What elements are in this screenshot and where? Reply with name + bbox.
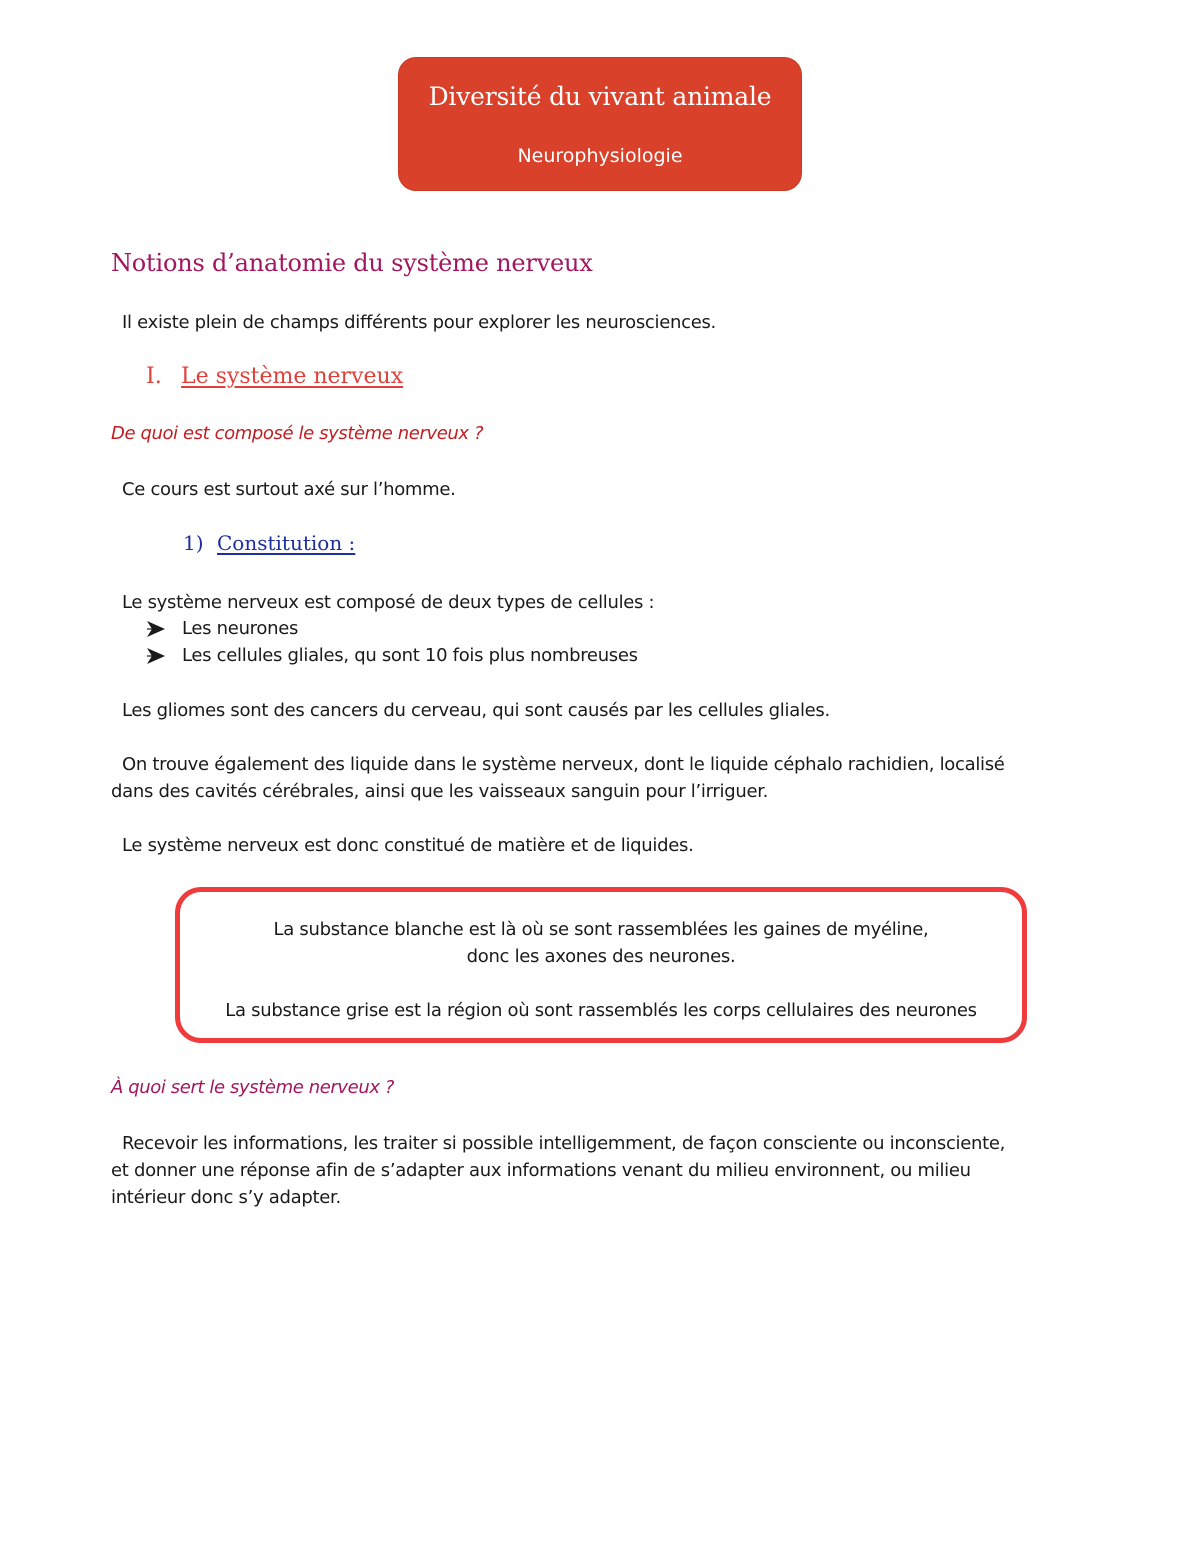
section-number: I. — [146, 364, 162, 389]
subsection-title: Constitution : — [217, 531, 356, 555]
gliomes-paragraph: Les gliomes sont des cancers du cerveau, qui sont causés par les cellules gliales. — [122, 700, 830, 721]
bullet-item: Les cellules gliales, qu sont 10 fois plus nombreuses — [182, 645, 638, 666]
section-title: Le système nerveux — [181, 364, 404, 389]
answer-paragraph-line: et donner une réponse afin de s’adapter aux informations venant du milieu environnent, ou milieu — [111, 1160, 971, 1181]
answer-paragraph-line: Recevoir les informations, les traiter si possible intelligemment, de façon consciente ou inconsciente, — [122, 1133, 1006, 1154]
liquides-paragraph-line: On trouve également des liquide dans le système nerveux, dont le liquide céphalo rachidien, localisé — [122, 754, 1005, 775]
composition-intro: Le système nerveux est composé de deux types de cellules : — [122, 592, 655, 613]
document-title: Diversité du vivant animale — [428, 82, 772, 111]
arrow-bullet-icon — [146, 647, 166, 665]
liquides-paragraph-line: dans des cavités cérébrales, ainsi que les vaisseaux sanguin pour l’irriguer. — [111, 781, 769, 802]
subsection-number: 1) — [183, 531, 204, 555]
title-box — [398, 57, 802, 191]
callout-line: La substance grise est la région où sont rassemblés les corps cellulaires des neurones — [225, 1000, 977, 1021]
question-composition: De quoi est composé le système nerveux ? — [111, 423, 484, 444]
arrow-bullet-icon — [146, 620, 166, 638]
answer-paragraph-line: intérieur donc s’y adapter. — [111, 1187, 341, 1208]
document-subtitle: Neurophysiologie — [517, 145, 683, 167]
question-purpose: À quoi sert le système nerveux ? — [111, 1077, 395, 1098]
callout-box — [175, 887, 1027, 1043]
bullet-item: Les neurones — [182, 618, 299, 639]
focus-paragraph: Ce cours est surtout axé sur l’homme. — [122, 479, 456, 500]
matiere-paragraph: Le système nerveux est donc constitué de matière et de liquides. — [122, 835, 694, 856]
callout-line: La substance blanche est là où se sont rassemblées les gaines de myéline, — [273, 919, 929, 940]
callout-line: donc les axones des neurones. — [466, 946, 736, 967]
main-heading: Notions d’anatomie du système nerveux — [111, 249, 593, 277]
intro-paragraph: Il existe plein de champs différents pour explorer les neurosciences. — [122, 312, 716, 333]
